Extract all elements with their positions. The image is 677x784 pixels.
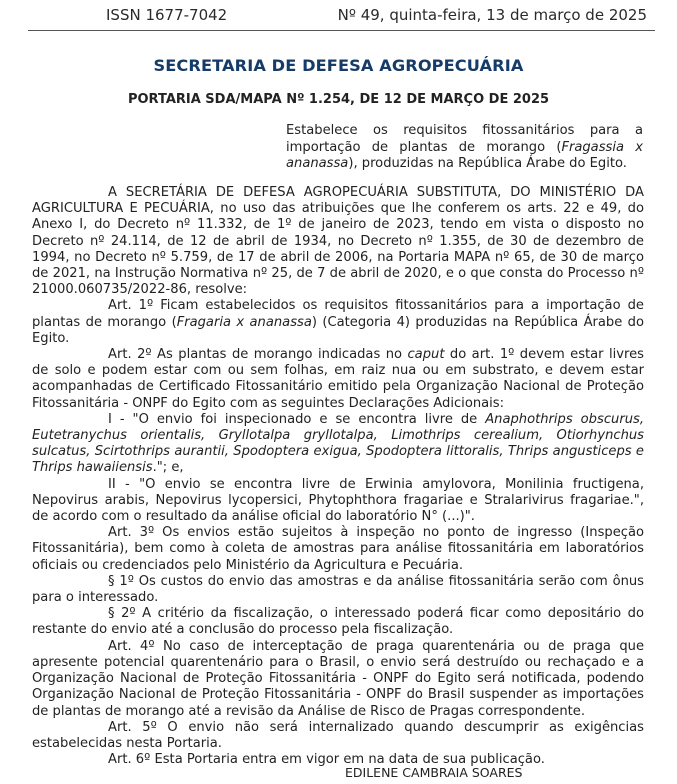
declaration-item-2: II - "O envio se encontra livre de Erwinia amylovora, Monilinia fructigena, Nepovirus arabis, Nepovirus lycopersici, Phytophthora fragariae e Stralarivirus fragariae.", de acordo com o resultado da análise oficial do laboratório N° (...)". bbox=[32, 476, 644, 525]
ementa-species: Fragassia x ananassa bbox=[286, 139, 643, 171]
ementa-text-1: Estabelece os requisitos fitossanitários para a importação de plantas de morango ( bbox=[286, 123, 643, 155]
section-title: SECRETARIA DE DEFESA AGROPECUÁRIA bbox=[153, 56, 524, 75]
item-1-suffix: ."; e, bbox=[152, 460, 184, 476]
article-5: Art. 5º O envio não será internalizado quando descumprir as exigências estabelecidas nesta Portaria. bbox=[32, 719, 644, 751]
article-2 bbox=[32, 347, 644, 412]
declaration-item-1 bbox=[32, 412, 644, 477]
signature-name: EDILENE CAMBRAIA SOARES bbox=[345, 765, 523, 780]
page-header bbox=[0, 0, 677, 30]
ementa-text-2: ), produzidas na República Árabe do Egito. bbox=[348, 156, 627, 171]
paragraph-1: § 1º Os custos do envio das amostras e da análise fitossanitária serão com ônus para o interessado. bbox=[32, 573, 644, 606]
article-3: Art. 3º Os envios estão sujeitos à inspeção no ponto de ingresso (Inspeção Fitossanitária), bem como à coleta de amostras para análise fitossanitária em laboratórios oficiais ou credenciados pelo Ministério da Agricultura e Pecuária. bbox=[32, 525, 644, 573]
article-1-species: Fragaria x ananassa bbox=[176, 314, 312, 330]
article-4: Art. 4º No caso de interceptação de praga quarentenária ou de praga que apresente potencial quarentenário para o Brasil, o envio será destruído ou rechaçado e a Organização Nacional de Proteção Fitossanitária - ONPF do Egito será notificada, podendo Organização Nacional de Proteção Fitossanitária - ONPF do Brasil suspender as importações de plantas de morango até a revisão da Análise de Risco de Pragas correspondente. bbox=[32, 638, 644, 719]
item-1-prefix: I - "O envio foi inspecionado e se encontra livre de bbox=[108, 411, 486, 427]
ementa bbox=[286, 123, 643, 173]
article-1 bbox=[32, 298, 644, 347]
issue-dateline: Nº 49, quinta-feira, 13 de março de 2025 bbox=[337, 6, 647, 24]
article-2-caput: caput bbox=[407, 347, 445, 363]
article-6: Art. 6º Esta Portaria entra em vigor em na data de sua publicação. bbox=[108, 752, 545, 768]
issn-label: ISSN 1677-7042 bbox=[106, 6, 228, 24]
portaria-title: PORTARIA SDA/MAPA Nº 1.254, DE 12 DE MARÇO DE 2025 bbox=[127, 92, 550, 107]
article-2-text-2: do art. 1º devem estar livres de solo e podem estar com ou sem folhas, em raiz nua ou em substrato, e devem estar acompanhadas de Certificado Fitossanitário emitido pela Organização Nacional de Proteção Fitossanitária - ONPF do Egito com as seguintes Declarações Adicionais: bbox=[32, 347, 645, 411]
document-body bbox=[32, 185, 644, 768]
preamble-paragraph: A SECRETÁRIA DE DEFESA AGROPECUÁRIA SUBSTITUTA, DO MINISTÉRIO DA AGRICULTURA E PECUÁRIA, no uso das atribuições que lhe conferem os arts. 22 e 49, do Anexo I, do Decreto nº 11.332, de 1º de janeiro de 2023, tendo em vista o disposto no Decreto nº 24.114, de 12 de abril de 1934, no Decreto nº 1.355, de 30 de dezembro de 1994, no Decreto nº 5.759, de 17 de abril de 2006, na Portaria MAPA nº 65, de 30 de março de 2021, na Instrução Normativa nº 25, de 7 de abril de 2020, e o que consta do Processo nº 21000.060735/2022-86, resolve: bbox=[32, 185, 644, 298]
article-1-text-1: Art. 1º Ficam estabelecidos os requisitos fitossanitários para a importação de plantas de morango ( bbox=[32, 298, 644, 330]
article-1-text-2: ) (Categoria 4) produzidas na República Árabe do Egito. bbox=[32, 314, 645, 346]
article-2-text-1: Art. 2º As plantas de morango indicadas no bbox=[108, 347, 408, 363]
item-1-species-list: Anaphothrips obscurus, Eutetranychus orientalis, Gryllotalpa gryllotalpa, Limothrips cerealium, Otiorhynchus sulcatus, Scirtothrips aurantii, Spodoptera exigua, Spodoptera littoralis, Thrips angusticeps e Thrips hawaiiensis bbox=[32, 411, 644, 476]
paragraph-2: § 2º A critério da fiscalização, o interessado poderá ficar como depositário do restante do envio até a conclusão do processo pela fiscalização. bbox=[32, 606, 644, 638]
header-divider bbox=[28, 30, 655, 31]
